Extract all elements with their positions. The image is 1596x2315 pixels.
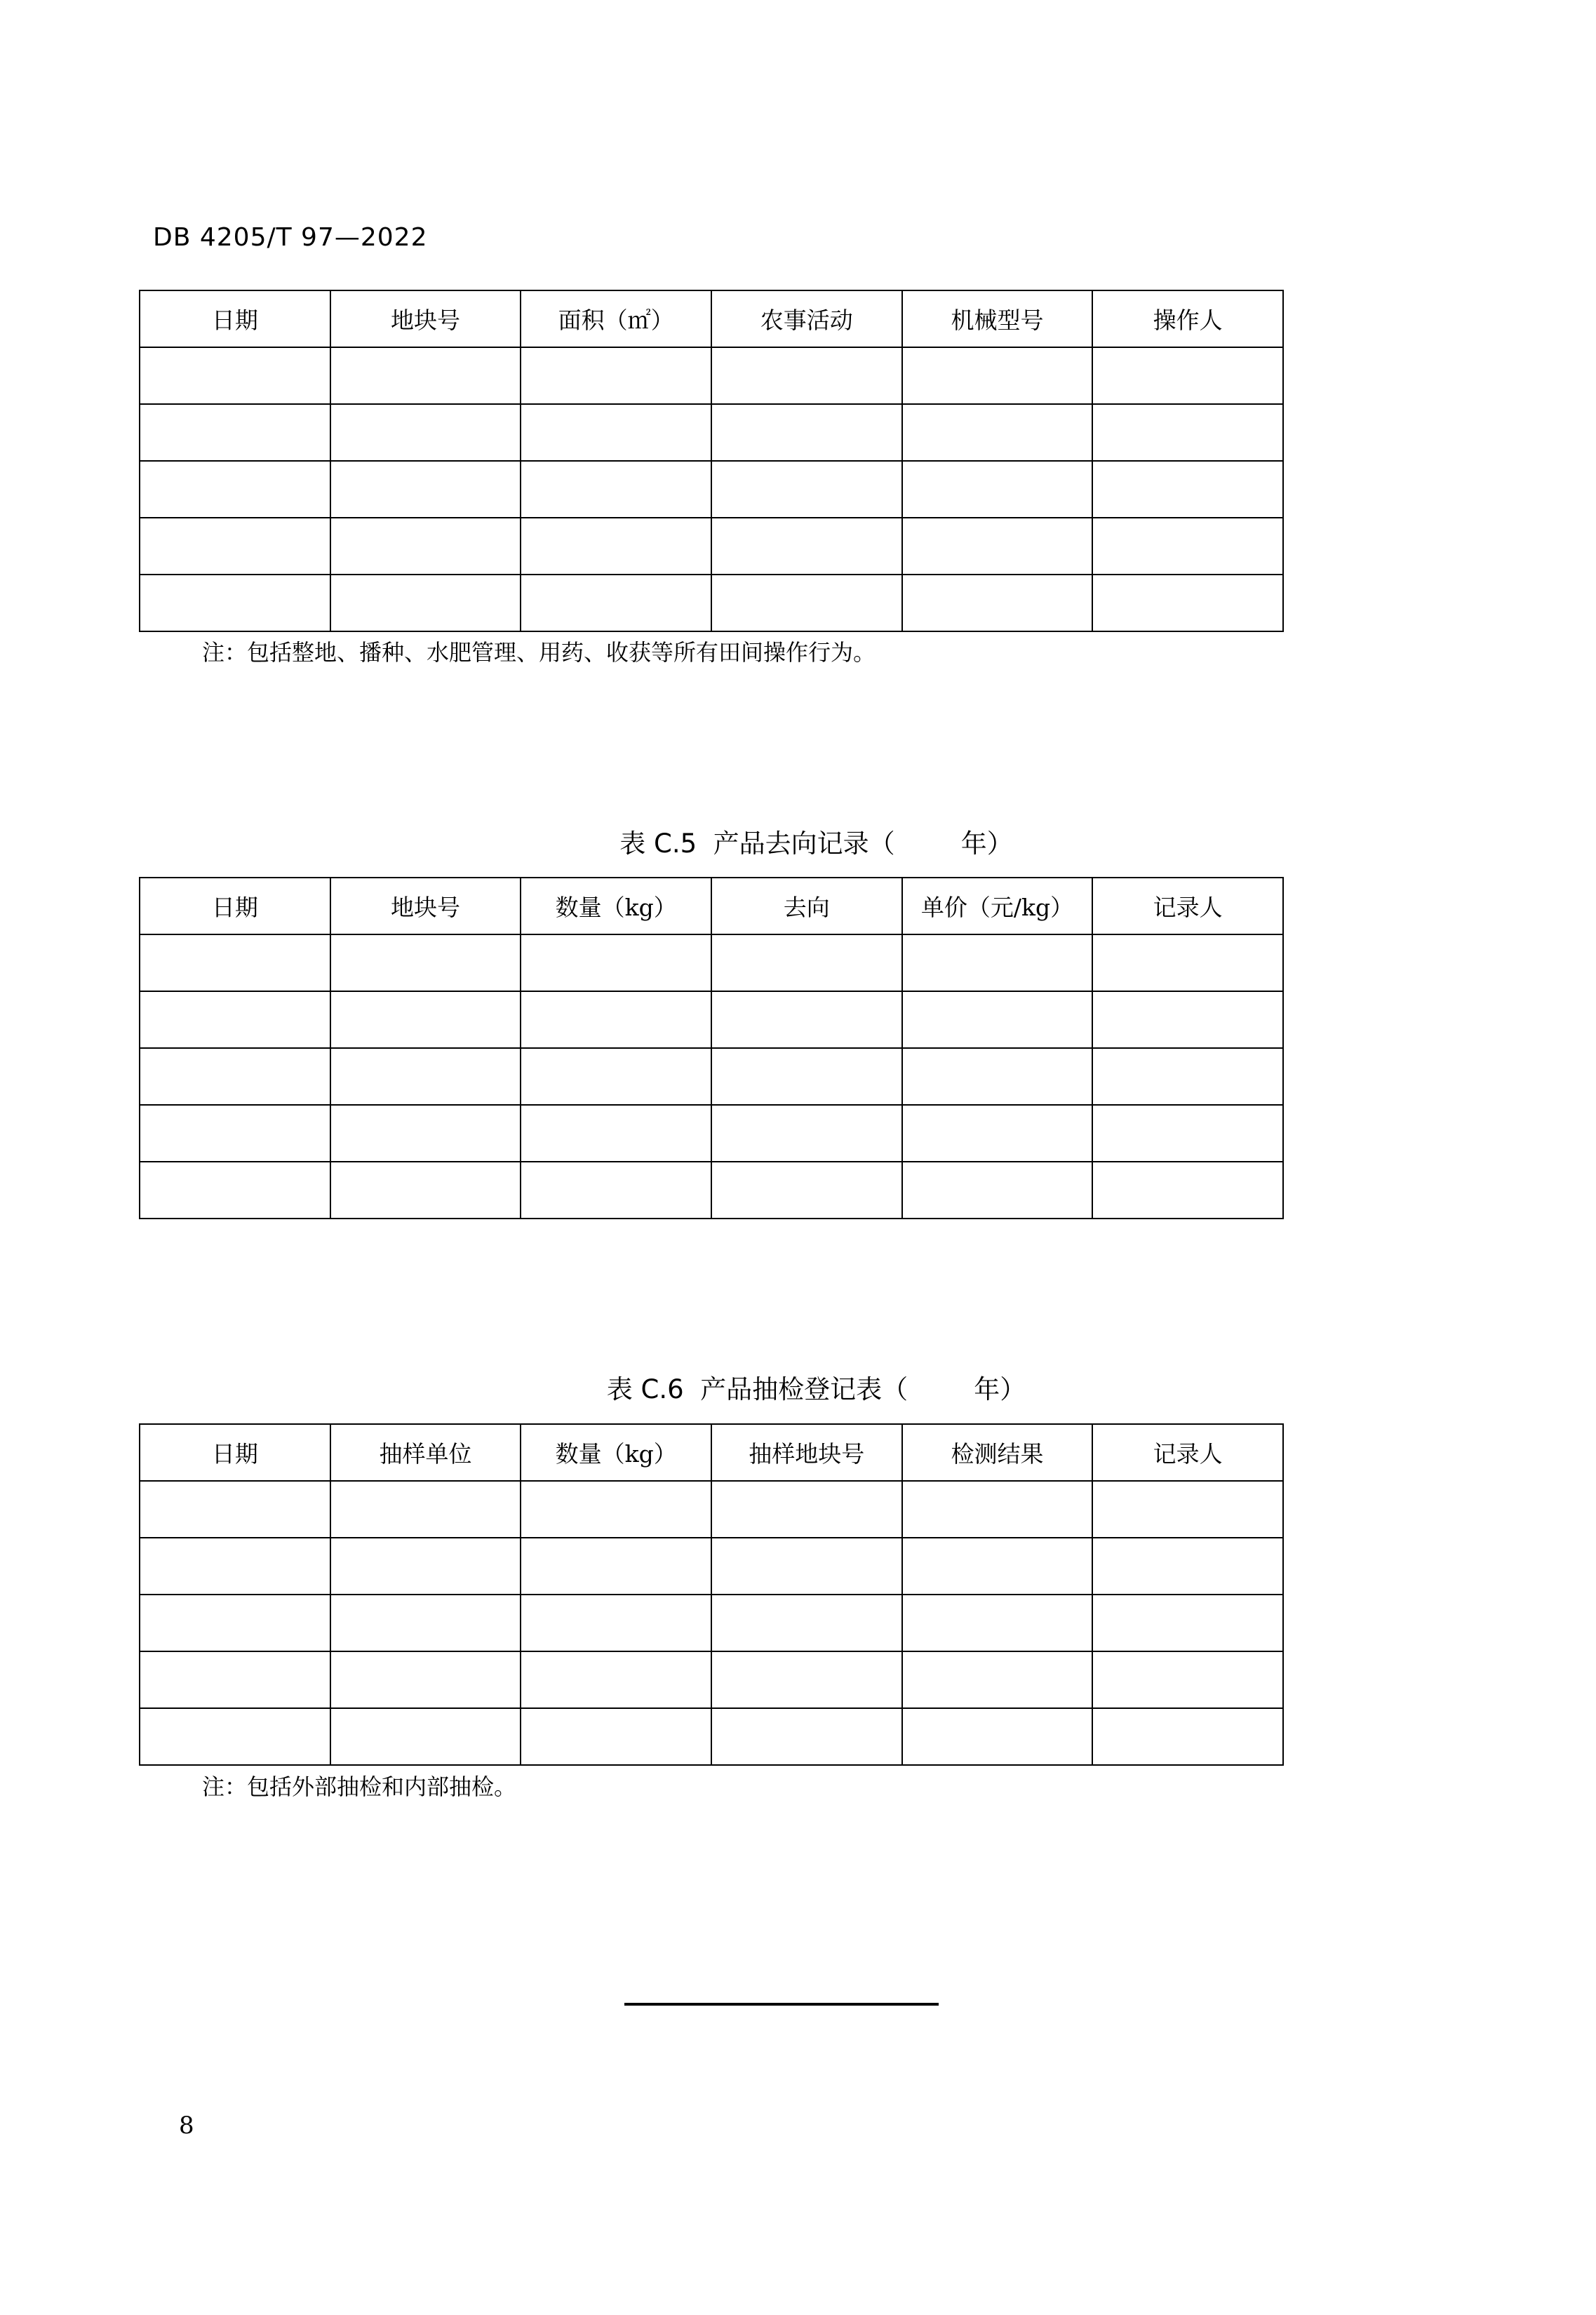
header-destination: 去向: [711, 878, 902, 934]
product-sampling-table-title: 表 C.6 产品抽检登记表（ 年）: [606, 1374, 1026, 1404]
table-cell: [140, 1538, 330, 1595]
table-cell: [711, 1595, 902, 1651]
product-destination-table-title: 表 C.5 产品去向记录（ 年）: [619, 828, 1013, 859]
table-row: [140, 1651, 1283, 1708]
header-test-result: 检测结果: [902, 1424, 1093, 1481]
table-cell: [330, 347, 521, 404]
header-date: 日期: [140, 290, 330, 347]
table-cell: [330, 575, 521, 631]
header-quantity: 数量（kg）: [521, 878, 711, 934]
table-cell: [140, 1651, 330, 1708]
table-cell: [140, 404, 330, 461]
table-cell: [902, 347, 1093, 404]
table-cell: [1092, 991, 1283, 1048]
table-cell: [330, 518, 521, 575]
table-cell: [1092, 575, 1283, 631]
product-sampling-note: 注：包括外部抽检和内部抽检。: [202, 1773, 517, 1800]
header-quantity: 数量（kg）: [521, 1424, 711, 1481]
table-row: [140, 934, 1283, 991]
table-cell: [521, 1708, 711, 1765]
table-cell: [902, 934, 1093, 991]
table-row: [140, 1538, 1283, 1595]
table-cell: [140, 518, 330, 575]
header-operator: 操作人: [1092, 290, 1283, 347]
table-cell: [902, 1708, 1093, 1765]
table-cell: [140, 1048, 330, 1105]
table-row: [140, 347, 1283, 404]
table-cell: [140, 991, 330, 1048]
table-cell: [140, 461, 330, 518]
table-cell: [711, 1048, 902, 1105]
header-date: 日期: [140, 1424, 330, 1481]
table-row: [140, 1048, 1283, 1105]
table-cell: [902, 991, 1093, 1048]
header-farm-activity: 农事活动: [711, 290, 902, 347]
table-cell: [1092, 1048, 1283, 1105]
table-cell: [1092, 1162, 1283, 1219]
product-destination-table: [139, 877, 1284, 1219]
table-cell: [521, 518, 711, 575]
end-of-document-rule: [624, 2003, 939, 2006]
table-cell: [711, 404, 902, 461]
table-cell: [140, 1162, 330, 1219]
table-header-row: [140, 1424, 1283, 1481]
table-cell: [711, 461, 902, 518]
table-cell: [521, 1048, 711, 1105]
table-cell: [521, 1105, 711, 1162]
header-sampling-plot-number: 抽样地块号: [711, 1424, 902, 1481]
table-cell: [521, 1538, 711, 1595]
table-row: [140, 991, 1283, 1048]
table-cell: [330, 404, 521, 461]
table-row: [140, 575, 1283, 631]
table-cell: [140, 1708, 330, 1765]
table-cell: [1092, 1538, 1283, 1595]
table-cell: [1092, 934, 1283, 991]
table-cell: [1092, 1651, 1283, 1708]
farm-operation-note: 注：包括整地、播种、水肥管理、用药、收获等所有田间操作行为。: [202, 639, 876, 666]
header-sampling-unit: 抽样单位: [330, 1424, 521, 1481]
table-cell: [140, 347, 330, 404]
header-date: 日期: [140, 878, 330, 934]
table-row: [140, 518, 1283, 575]
table-row: [140, 461, 1283, 518]
table-cell: [711, 1105, 902, 1162]
table-cell: [902, 1048, 1093, 1105]
table-cell: [140, 934, 330, 991]
table-cell: [521, 404, 711, 461]
header-recorder: 记录人: [1092, 878, 1283, 934]
table-cell: [902, 1162, 1093, 1219]
document-code: DB 4205/T 97—2022: [153, 223, 428, 252]
table-cell: [1092, 518, 1283, 575]
table-cell: [902, 1595, 1093, 1651]
table-cell: [330, 934, 521, 991]
table-cell: [1092, 1708, 1283, 1765]
table-cell: [1092, 347, 1283, 404]
table-cell: [902, 1538, 1093, 1595]
table-cell: [1092, 1105, 1283, 1162]
table-cell: [1092, 1595, 1283, 1651]
table-row: [140, 1162, 1283, 1219]
table-cell: [521, 1651, 711, 1708]
table-header-row: [140, 290, 1283, 347]
table-cell: [902, 575, 1093, 631]
table-cell: [711, 1481, 902, 1538]
table-cell: [330, 1708, 521, 1765]
table-cell: [711, 1651, 902, 1708]
table-cell: [902, 1651, 1093, 1708]
table-cell: [1092, 461, 1283, 518]
table-row: [140, 1708, 1283, 1765]
header-plot-number: 地块号: [330, 878, 521, 934]
table-cell: [902, 518, 1093, 575]
header-recorder: 记录人: [1092, 1424, 1283, 1481]
table-cell: [902, 461, 1093, 518]
table-cell: [521, 934, 711, 991]
table-cell: [1092, 1481, 1283, 1538]
table-cell: [140, 1595, 330, 1651]
table-cell: [902, 1481, 1093, 1538]
header-unit-price: 单价（元/kg）: [902, 878, 1093, 934]
table-cell: [711, 518, 902, 575]
table-cell: [140, 1481, 330, 1538]
table-cell: [521, 1162, 711, 1219]
table-cell: [711, 1162, 902, 1219]
page-number: 8: [179, 2112, 194, 2140]
table-cell: [330, 1105, 521, 1162]
table-cell: [711, 1538, 902, 1595]
table-cell: [902, 1105, 1093, 1162]
table-row: [140, 404, 1283, 461]
table-cell: [330, 1595, 521, 1651]
table-cell: [330, 1162, 521, 1219]
header-plot-number: 地块号: [330, 290, 521, 347]
table-cell: [711, 934, 902, 991]
table-cell: [711, 347, 902, 404]
table-cell: [330, 991, 521, 1048]
table-cell: [521, 1595, 711, 1651]
table-row: [140, 1105, 1283, 1162]
table-cell: [711, 991, 902, 1048]
table-cell: [1092, 404, 1283, 461]
table-cell: [711, 1708, 902, 1765]
table-cell: [330, 1048, 521, 1105]
table-row: [140, 1595, 1283, 1651]
table-cell: [521, 1481, 711, 1538]
table-cell: [140, 575, 330, 631]
farm-operation-table: [139, 290, 1284, 632]
table-cell: [521, 461, 711, 518]
table-cell: [521, 575, 711, 631]
table-cell: [711, 575, 902, 631]
table-cell: [330, 1651, 521, 1708]
table-row: [140, 1481, 1283, 1538]
table-cell: [140, 1105, 330, 1162]
table-cell: [902, 404, 1093, 461]
product-sampling-table: [139, 1423, 1284, 1766]
table-cell: [521, 991, 711, 1048]
header-area: 面积（㎡）: [521, 290, 711, 347]
header-machine-model: 机械型号: [902, 290, 1093, 347]
table-cell: [330, 1481, 521, 1538]
table-cell: [330, 461, 521, 518]
table-cell: [521, 347, 711, 404]
table-cell: [330, 1538, 521, 1595]
table-header-row: [140, 878, 1283, 934]
